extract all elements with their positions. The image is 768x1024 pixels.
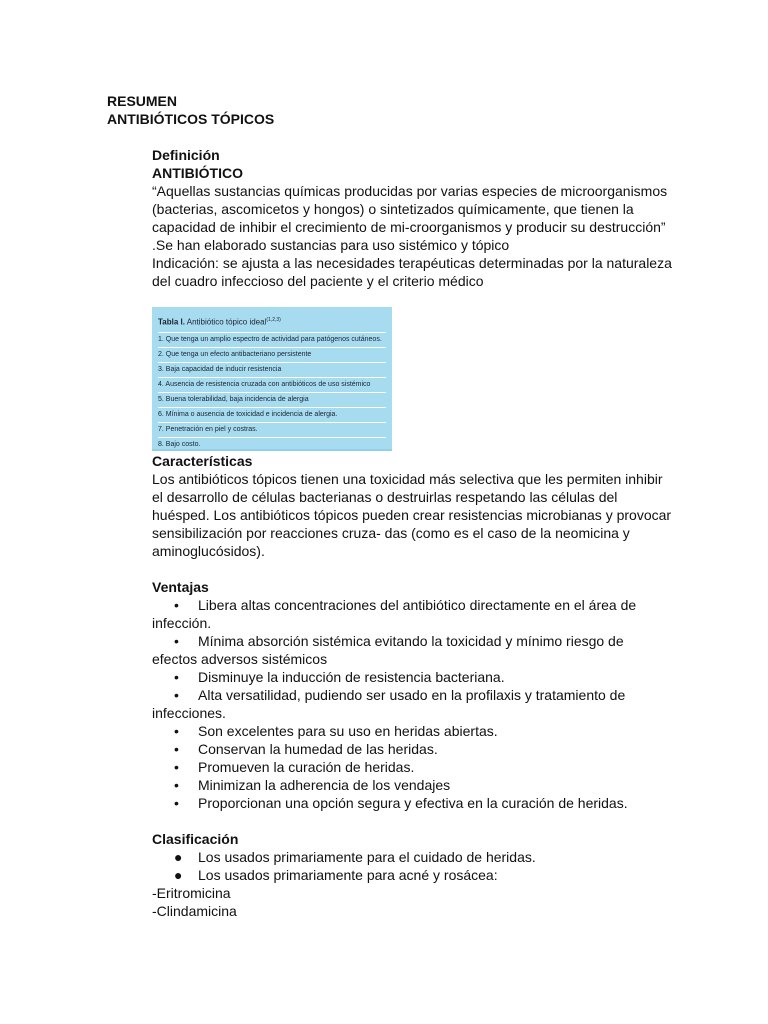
antibiotico-subheading: ANTIBIÓTICO — [152, 165, 243, 181]
list-item — [152, 758, 672, 776]
table-title-label: Tabla I. — [158, 317, 185, 327]
list-item-text: Los usados primariamente para acné y rosácea: — [198, 867, 498, 883]
bullet-dot-icon: ● — [174, 867, 183, 883]
table-row: 4. Ausencia de resistencia cruzada con antibióticos de uso sistémico — [158, 377, 386, 392]
list-item — [152, 776, 672, 794]
list-item — [152, 794, 672, 812]
table-row: 7. Penetración en piel y costras. — [158, 422, 386, 437]
table-title — [158, 311, 386, 332]
bullet-icon: • — [174, 795, 179, 811]
table-title-text: Antibiótico tópico ideal — [184, 317, 267, 327]
table-row: 8. Bajo costo. — [158, 437, 386, 452]
list-item — [152, 686, 672, 722]
section-definicion — [152, 146, 672, 290]
list-item-text: Minimizan la adherencia de los vendajes — [198, 777, 451, 793]
list-item — [152, 596, 672, 632]
list-item-text: Son excelentes para su uso en heridas abiertas. — [198, 723, 498, 739]
list-item-text: Promueven la curación de heridas. — [198, 759, 415, 775]
bullet-icon: • — [174, 777, 179, 793]
list-item — [152, 740, 672, 758]
list-item — [152, 848, 672, 866]
list-item — [152, 668, 672, 686]
table-row: 3. Baja capacidad de inducir resistencia — [158, 362, 386, 377]
clasificacion-heading: Clasificación — [152, 831, 239, 847]
clasificacion-list — [152, 848, 672, 884]
table-row: 2. Que tenga un efecto antibacteriano persistente — [158, 347, 386, 362]
table-row: 5. Buena tolerabilidad, baja incidencia de alergia — [158, 392, 386, 407]
list-item-text: Libera altas concentraciones del antibiótico directamente en el área de infección. — [152, 597, 637, 631]
bullet-dot-icon: ● — [174, 849, 183, 865]
bullet-icon: • — [174, 597, 179, 613]
sub-item-clindamicina: -Clindamicina — [152, 903, 237, 919]
list-item — [152, 632, 672, 668]
spacer — [152, 560, 672, 578]
table-title-reference: (1,2,3) — [266, 317, 281, 323]
ventajas-list — [152, 596, 672, 812]
spacer — [152, 812, 672, 830]
definicion-quote: “Aquellas sustancias químicas producidas por varias especies de microorganismos (bacterias, ascomicetos y hongos) o sintetizados químicamente, que tienen la capacidad de inhibir el crecimiento de mi-croorganismos y producir su destrucción” .Se han elaborado sustancias para uso sistémico y tópico — [152, 183, 668, 253]
table-row: 1. Que tenga un amplio espectro de actividad para patógenos cutáneos. — [158, 332, 386, 347]
list-item — [152, 866, 672, 884]
header-title: ANTIBIÓTICOS TÓPICOS — [107, 111, 275, 127]
section-caracteristicas — [152, 452, 672, 560]
list-item-text: Conservan la humedad de las heridas. — [198, 741, 438, 757]
caracteristicas-heading: Características — [152, 453, 253, 469]
bullet-icon: • — [174, 633, 179, 649]
section-clasificacion — [152, 830, 672, 920]
bullet-icon: • — [174, 741, 179, 757]
header-resumen: RESUMEN — [107, 93, 178, 109]
bullet-icon: • — [174, 759, 179, 775]
table-row: 6. Mínima o ausencia de toxicidad e incidencia de alergia. — [158, 407, 386, 422]
caracteristicas-text: Los antibióticos tópicos tienen una toxicidad más selectiva que les permiten inhibir el desarrollo de células bacterianas o destruirlas respetando las células del huésped. Los antibióticos tópicos pueden crear resistencias microbianas y provocar sensibilización por reacciones cruza- das (como es el caso de la neomicina y aminoglucósidos). — [152, 471, 672, 559]
list-item-text: Disminuye la inducción de resistencia bacteriana. — [198, 669, 505, 685]
list-item-text: Los usados primariamente para el cuidado de heridas. — [198, 849, 536, 865]
bullet-icon: • — [174, 723, 179, 739]
list-item-text: Alta versatilidad, pudiendo ser usado en la profilaxis y tratamiento de infecciones. — [152, 687, 626, 721]
section-ventajas — [152, 578, 672, 812]
list-item — [152, 722, 672, 740]
ventajas-heading: Ventajas — [152, 579, 209, 595]
document-body — [152, 146, 672, 920]
list-item-text: Proporcionan una opción segura y efectiva en la curación de heridas. — [198, 795, 628, 811]
table-antibiotico-ideal — [152, 307, 392, 451]
list-item-text: Mínima absorción sistémica evitando la toxicidad y mínimo riesgo de efectos adversos sistémicos — [152, 633, 624, 667]
bullet-icon: • — [174, 669, 179, 685]
definicion-heading: Definición — [152, 147, 220, 163]
bullet-icon: • — [174, 687, 179, 703]
document-header — [107, 92, 274, 128]
sub-item-eritromicina: -Eritromicina — [152, 885, 231, 901]
definicion-indicacion: Indicación: se ajusta a las necesidades terapéuticas determinadas por la naturaleza del cuadro infeccioso del paciente y el criterio médico — [152, 255, 672, 289]
